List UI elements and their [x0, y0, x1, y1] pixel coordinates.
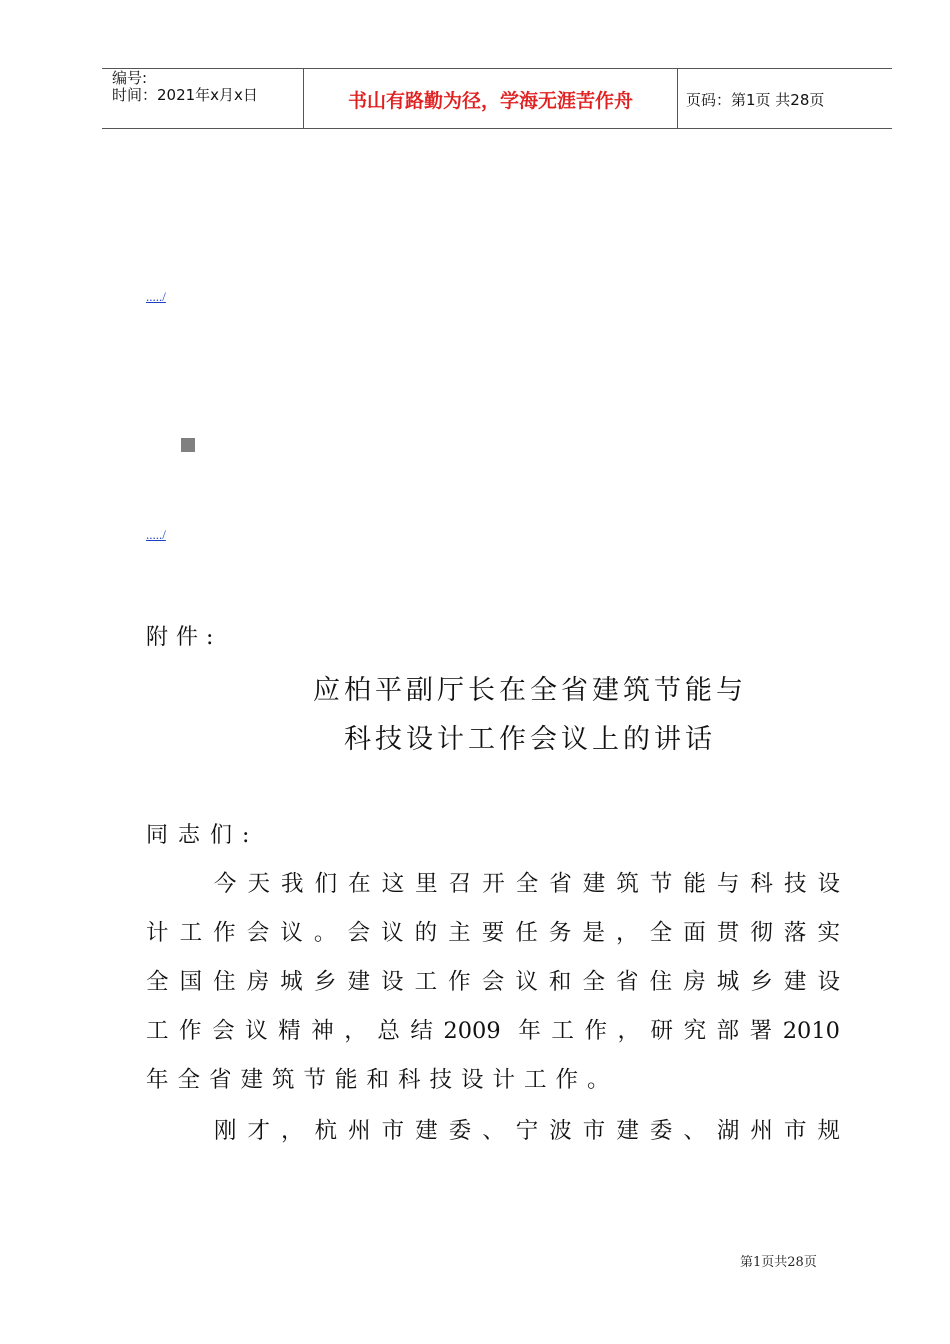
header-divider-right [677, 68, 678, 128]
header-date-label: 时间：2021年x月x日 [112, 86, 258, 104]
paragraph-line: 刚才，杭州市建委、宁波市建委、湖州市规 [214, 1118, 840, 1144]
link-placeholder-1[interactable]: ...../ [146, 289, 166, 304]
paragraph-line: 全国住房城乡建设工作会议和全省住房城乡建设 [146, 969, 840, 995]
document-title-line-2: 科技设计工作会议上的讲话 [344, 724, 716, 755]
footer-page-number: 第1页共28页 [740, 1255, 817, 1270]
header-top-rule [102, 68, 892, 69]
paragraph-line: 年全省建筑节能和科技设计工作。 [146, 1067, 619, 1093]
paragraph-line: 今天我们在这里召开全省建筑节能与科技设 [214, 871, 840, 897]
salutation: 同志们: [146, 823, 260, 848]
image-placeholder-square [181, 438, 195, 452]
header-page-number: 页码：第1页 共28页 [686, 91, 825, 109]
paragraph-line: 工作会议精神，总结2009 年工作，研究部署2010 [146, 1018, 840, 1044]
document-title-line-1: 应柏平副厅长在全省建筑节能与 [313, 675, 747, 706]
attachment-label: 附件: [146, 625, 222, 650]
header-bottom-rule [102, 128, 892, 129]
paragraph-line: 计工作会议。会议的主要任务是，全面贯彻落实 [146, 920, 840, 946]
header-number-label: 编号: [112, 69, 148, 87]
link-placeholder-2[interactable]: ...../ [146, 527, 166, 542]
header-motto: 书山有路勤为径，学海无涯苦作舟 [347, 90, 633, 112]
header-meta [112, 70, 258, 104]
